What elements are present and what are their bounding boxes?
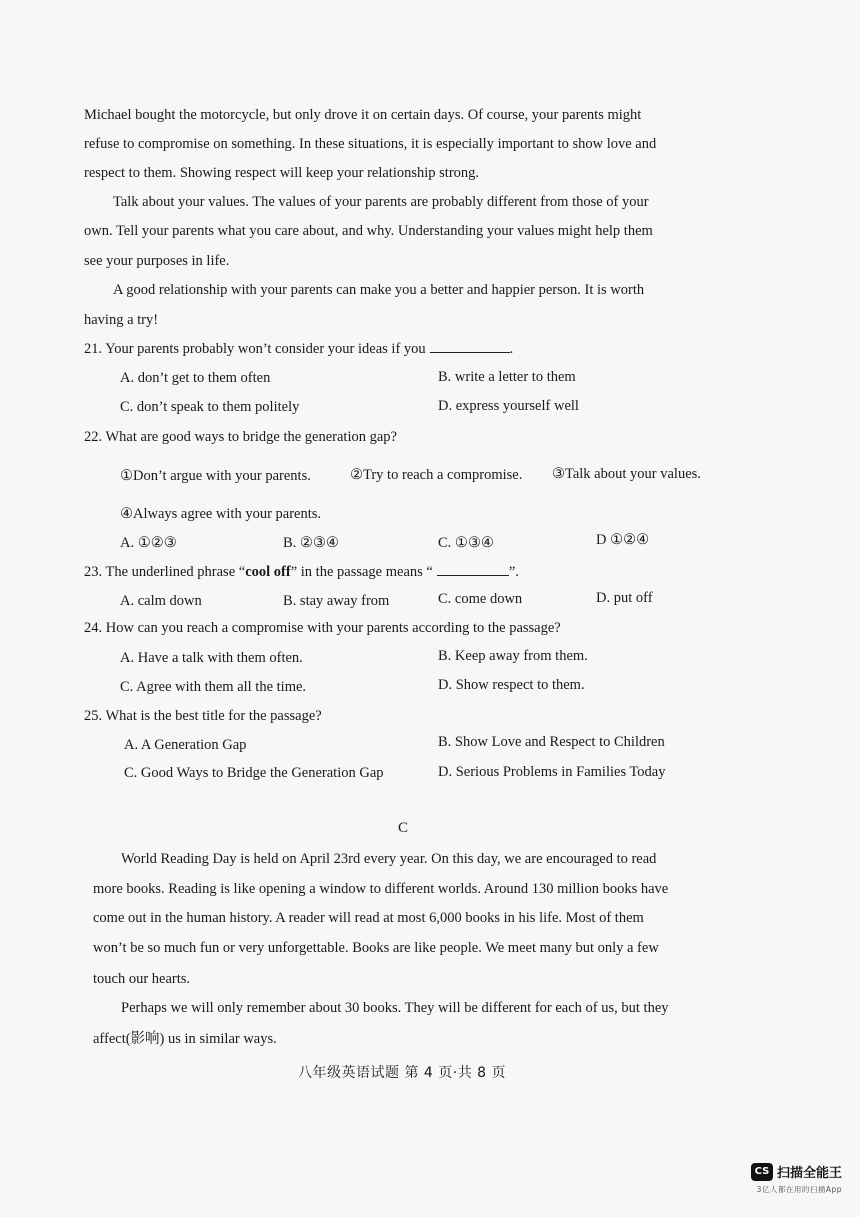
option-a: A. Have a talk with them often.	[120, 650, 303, 666]
option-b: B. Show Love and Respect to Children	[438, 734, 665, 750]
paragraph-line: touch our hearts.	[93, 971, 191, 987]
paragraph-line: Perhaps we will only remember about 30 books. They will be different for each of us, but they	[121, 1000, 669, 1016]
paragraph-line: World Reading Day is held on April 23rd every year. On this day, we are encouraged to read	[121, 851, 657, 867]
question-stem-text: ” in the passage means “	[290, 564, 433, 580]
option-b: B. write a letter to them	[438, 369, 576, 385]
question-23-stem	[84, 562, 519, 582]
question-22-stem: 22. What are good ways to bridge the generation gap?	[84, 429, 397, 445]
watermark-tagline: 3亿人都在用的扫描App	[756, 1185, 842, 1194]
item-2: ②Try to reach a compromise.	[350, 467, 523, 483]
option-d: D. Serious Problems in Families Today	[438, 764, 666, 780]
option-c: C. Agree with them all the time.	[120, 679, 307, 695]
option-a: A. don’t get to them often	[120, 370, 271, 386]
option-c: C. Good Ways to Bridge the Generation Gap	[124, 765, 384, 781]
underlined-phrase: cool off	[245, 564, 291, 580]
camscanner-logo-icon: CS	[751, 1163, 773, 1181]
paragraph-line: A good relationship with your parents can make you a better and happier person. It is worth	[113, 282, 645, 298]
question-stem-text: 23. The underlined phrase “	[84, 564, 246, 580]
paragraph-line: respect to them. Showing respect will keep your relationship strong.	[84, 165, 480, 181]
paragraph-line: affect(影响) us in similar ways.	[93, 1031, 277, 1047]
option-c: C. don’t speak to them politely	[120, 399, 300, 415]
question-stem-end: .	[509, 341, 514, 357]
paragraph-line: own. Tell your parents what you care about, and why. Understanding your values might help them	[84, 223, 653, 239]
scanner-watermark	[751, 1162, 842, 1195]
answer-blank	[430, 340, 510, 353]
option-a: A. ①②③	[120, 535, 177, 551]
item-1: ①Don’t argue with your parents.	[120, 468, 311, 484]
question-24-stem: 24. How can you reach a compromise with your parents according to the passage?	[84, 620, 561, 636]
question-25-stem: 25. What is the best title for the passage?	[84, 708, 322, 724]
option-a: A. A Generation Gap	[124, 737, 247, 753]
item-3: ③Talk about your values.	[552, 466, 701, 482]
paragraph-line: see your purposes in life.	[84, 253, 230, 269]
paragraph-line: Talk about your values. The values of your parents are probably different from those of your	[113, 194, 649, 210]
item-4: ④Always agree with your parents.	[120, 506, 322, 522]
paragraph-line: Michael bought the motorcycle, but only drove it on certain days. Of course, your parents might	[84, 107, 642, 123]
section-heading: C	[398, 820, 409, 836]
question-21-stem	[84, 339, 513, 359]
option-d: D. express yourself well	[438, 398, 579, 414]
option-b: B. ②③④	[283, 535, 339, 551]
paragraph-line: come out in the human history. A reader will read at most 6,000 books in his life. Most of them	[93, 910, 644, 926]
option-d: D. put off	[596, 590, 653, 606]
option-d: D ①②④	[596, 532, 650, 548]
page-footer: 八年级英语试题 第 4 页·共 8 页	[298, 1065, 507, 1081]
watermark-name: 扫描全能王	[776, 1166, 842, 1181]
option-c: C. ①③④	[438, 535, 494, 551]
option-c: C. come down	[438, 591, 523, 607]
question-stem-end: ”.	[508, 564, 519, 580]
paragraph-line: having a try!	[84, 312, 159, 328]
question-stem-text: 21. Your parents probably won’t consider your ideas if you	[84, 341, 426, 357]
paragraph-line: more books. Reading is like opening a window to different worlds. Around 130 million books have	[93, 881, 669, 897]
paragraph-line: won’t be so much fun or very unforgettable. Books are like people. We meet many but only a few	[93, 940, 659, 956]
option-d: D. Show respect to them.	[438, 677, 585, 693]
option-a: A. calm down	[120, 593, 202, 609]
option-b: B. stay away from	[283, 593, 390, 609]
paragraph-line: refuse to compromise on something. In these situations, it is especially important to show love and	[84, 136, 657, 152]
option-b: B. Keep away from them.	[438, 648, 588, 664]
answer-blank	[437, 563, 509, 576]
